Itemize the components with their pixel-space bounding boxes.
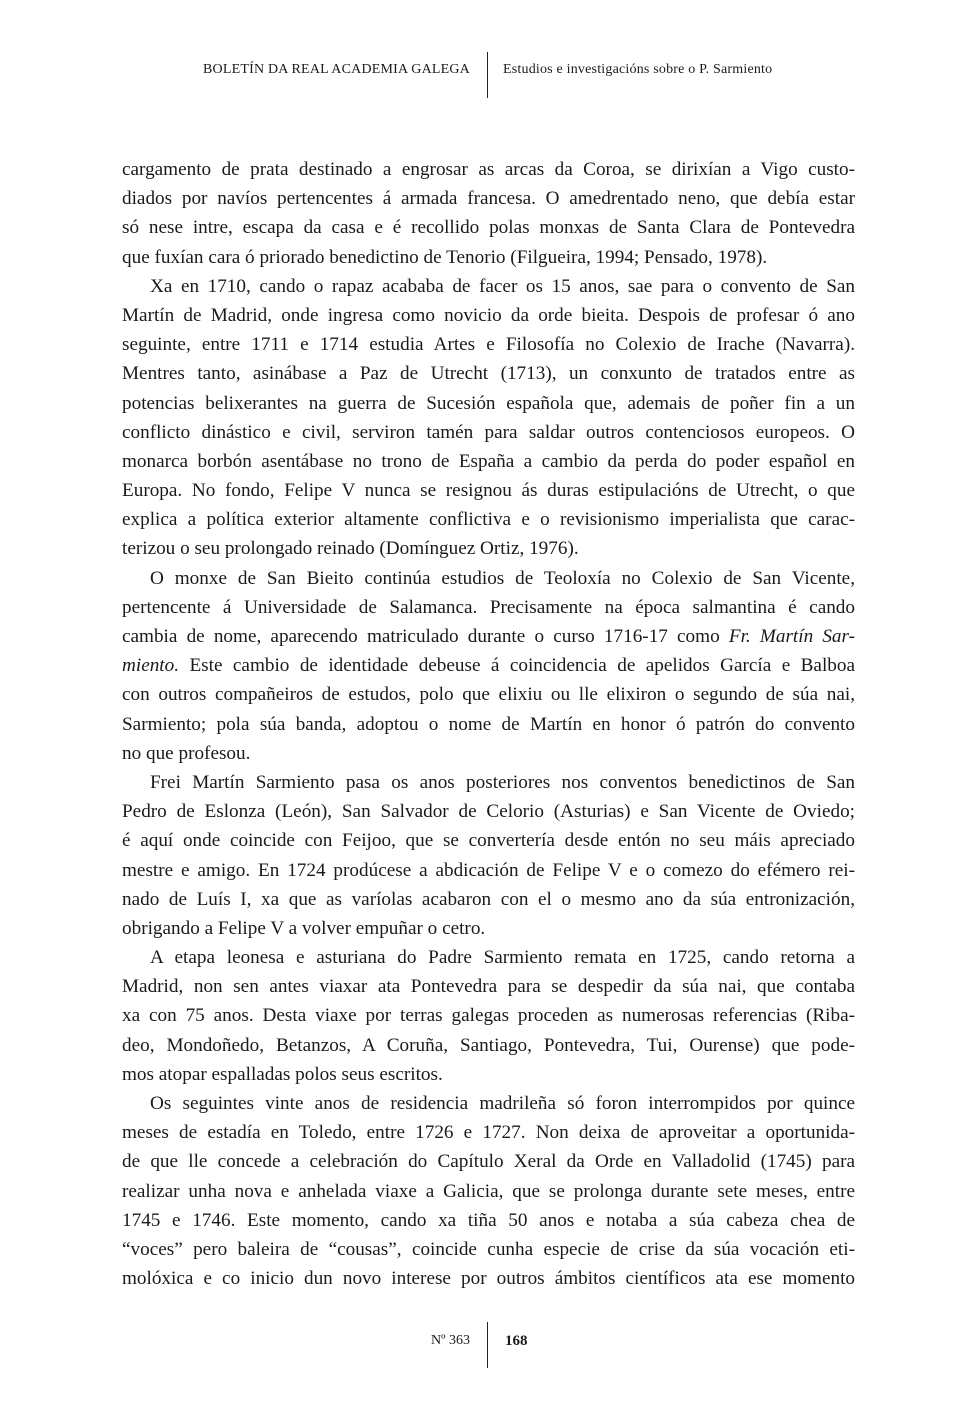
- header-divider: [487, 52, 488, 98]
- text-line: realizar unha nova e anhelada viaxe a Galicia, que se prolonga durante sete meses, entre: [122, 1180, 855, 1202]
- paragraph: [122, 272, 855, 564]
- footer-divider: [487, 1322, 488, 1368]
- paragraph: [122, 155, 855, 272]
- text-line: “voces” pero baleira de “cousas”, coincide cunha especie de crise da súa vocación eti-: [122, 1238, 855, 1260]
- paragraph: [122, 1089, 855, 1293]
- text-line: explica a política exterior altamente conflictiva e o revisionismo imperialista que carac-: [122, 509, 855, 531]
- text-segment: Este cambio de identidade debeuse á coincidencia de apelidos García e Balboa: [179, 655, 855, 677]
- text-line: nado de Luís I, xa que as varíolas acabaron con el o mesmo ano da súa entronización,: [122, 888, 855, 910]
- text-line: Martín de Madrid, onde ingresa como novicio da orde bieita. Despois de profesar ó ano: [122, 304, 855, 326]
- text-line: que fuxían cara ó priorado benedictino de Tenorio (Filgueira, 1994; Pensado, 1978).: [122, 246, 768, 268]
- text-line: só nese intre, escapa da casa e é recollido polas monxas de Santa Clara de Pontevedra: [122, 217, 855, 239]
- text-line: conflicto dinástico e civil, serviron tamén para saldar outros contenciosos europeos. O: [122, 421, 855, 443]
- text-line: con outros compañeiros de estudos, polo que elixiu ou lle elixiron o segundo de súa nai,: [122, 684, 855, 706]
- text-line: O monxe de San Bieito continúa estudios de Teoloxía no Colexio de San Vicente,: [150, 567, 855, 589]
- text-line: 1745 e 1746. Este momento, cando xa tiña 50 anos e notaba a súa cabeza chea de: [122, 1209, 855, 1231]
- paragraph: [122, 943, 855, 1089]
- text-line: no que profesou.: [122, 742, 251, 764]
- text-line: Frei Martín Sarmiento pasa os anos posteriores nos conventos benedictinos de San: [150, 771, 855, 793]
- page-number: 168: [505, 1333, 528, 1349]
- text-line: Sarmiento; pola súa banda, adoptou o nome de Martín en honor ó patrón do convento: [122, 713, 855, 735]
- italic-name: Fr. Martín Sar-: [728, 626, 855, 647]
- paragraph: [122, 768, 855, 943]
- section-title: Estudios e investigacións sobre o P. Sarmiento: [503, 62, 773, 77]
- text-line: seguinte, entre 1711 e 1714 estudia Artes e Filosofía no Colexio de Irache (Navarra).: [122, 334, 855, 356]
- text-line: [122, 622, 855, 651]
- body-text: [122, 155, 855, 1293]
- paragraph: [122, 564, 855, 768]
- text-line: meses de estadía en Toledo, entre 1726 e 1727. Non deixa de aproveitar a oportunida-: [122, 1122, 855, 1144]
- text-line: xa con 75 anos. Desta viaxe por terras galegas proceden as numerosas referencias (Riba-: [122, 1005, 855, 1027]
- journal-title: BOLETÍN DA REAL ACADEMIA GALEGA: [203, 62, 470, 77]
- text-line: Mentres tanto, asinábase a Paz de Utrecht (1713), un conxunto de tratados entre as: [122, 363, 855, 385]
- text-segment: cambia de nome, aparecendo matriculado durante o curso 1716-17 como: [122, 626, 729, 647]
- text-line: de que lle concede a celebración do Capítulo Xeral da Orde en Valladolid (1745) para: [122, 1151, 855, 1173]
- text-line: Xa en 1710, cando o rapaz acababa de facer os 15 anos, sae para o convento de San: [150, 275, 855, 297]
- text-line: Madrid, non sen antes viaxar ata Pontevedra para se despedir da súa nai, que contaba: [122, 976, 855, 998]
- text-line: Pedro de Eslonza (León), San Salvador de Celorio (Asturias) e San Vicente de Oviedo;: [122, 801, 855, 823]
- text-line: potencias belixerantes na guerra de Sucesión española que, ademais de poñer fin a un: [122, 392, 855, 414]
- italic-name: miento.: [122, 655, 180, 677]
- text-line: Europa. No fondo, Felipe V nunca se resignou ás duras estipulacións de Utrecht, o que: [122, 480, 855, 502]
- text-line: Os seguintes vinte anos de residencia madrileña só foron interrompidos por quince: [150, 1093, 855, 1114]
- text-line: diados por navíos pertencentes á armada francesa. O amedrentado neno, que debía estar: [122, 188, 855, 210]
- text-line: obrigando a Felipe V a volver empuñar o cetro.: [122, 917, 486, 939]
- text-line: mestre e amigo. En 1724 prodúcese a abdicación de Felipe V e o comezo do efémero rei-: [122, 859, 855, 881]
- text-line: terizou o seu prolongado reinado (Domínguez Ortiz, 1976).: [122, 538, 579, 560]
- text-line: pertencente á Universidade de Salamanca. Precisamente na época salmantina é cando: [122, 596, 855, 618]
- text-line: cargamento de prata destinado a engrosar as arcas da Coroa, se dirixían a Vigo custo-: [122, 159, 855, 180]
- text-line: monarca borbón asentábase no trono de España a cambio da perda do poder español en: [122, 450, 855, 472]
- text-line: deo, Mondoñedo, Betanzos, A Coruña, Santiago, Pontevedra, Tui, Ourense) que pode-: [122, 1034, 855, 1056]
- text-line: molóxica e co inicio dun novo interese por outros ámbitos científicos ata ese momento: [122, 1268, 855, 1290]
- text-line: mos atopar espalladas polos seus escritos.: [122, 1063, 443, 1085]
- text-line: [122, 651, 855, 680]
- text-line: é aquí onde coincide con Feijoo, que se convertería desde entón no seu máis apreciado: [122, 830, 855, 852]
- issue-number: Nº 363: [431, 1333, 470, 1348]
- text-line: A etapa leonesa e asturiana do Padre Sarmiento remata en 1725, cando retorna a: [150, 947, 855, 969]
